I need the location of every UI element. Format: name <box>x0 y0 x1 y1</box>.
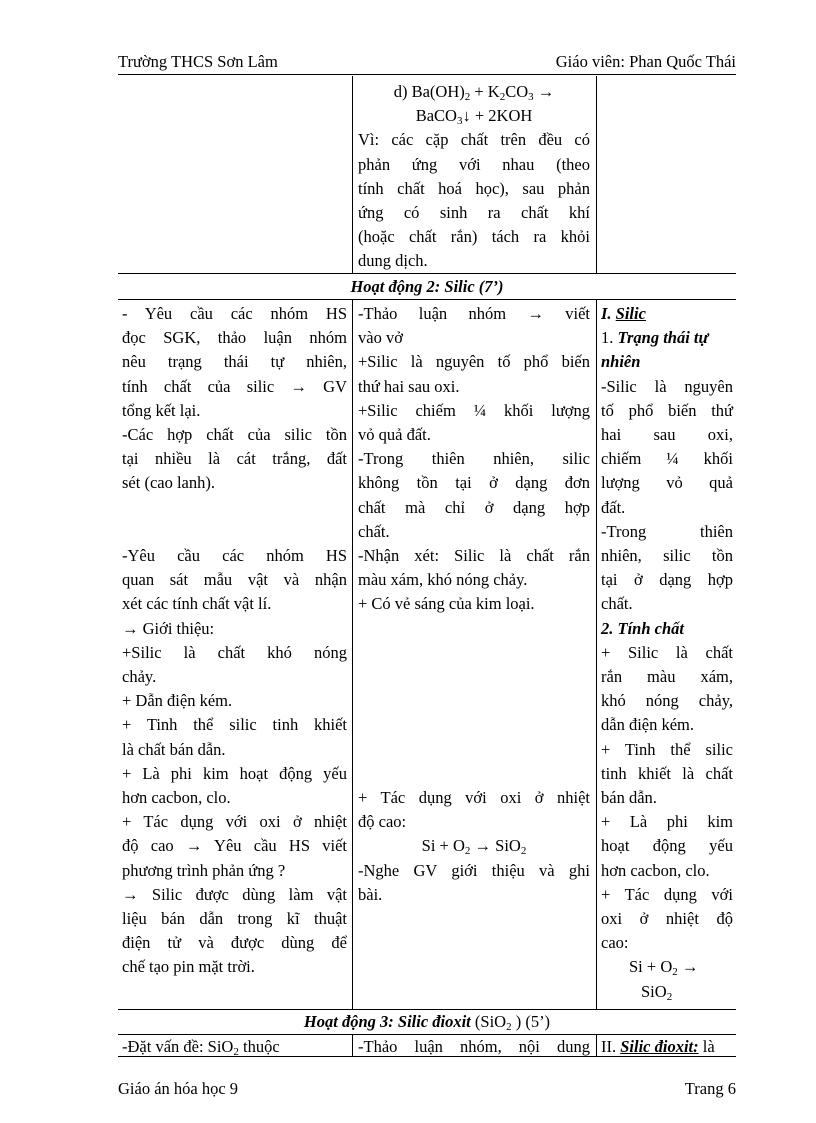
text-line: không tồn tại ở dạng đơn <box>358 473 590 493</box>
text-line: +Silic là chất khó nóng <box>122 642 347 662</box>
student-column-lower <box>358 786 590 907</box>
text-line: rắn màu xám, <box>601 667 733 687</box>
section-title: Hoạt động 2: Silic (7’) <box>350 277 504 296</box>
text-line: nêu trạng thái tự nhiên, <box>122 352 347 372</box>
text-line: chất. <box>358 521 390 541</box>
text-line: bán dẫn. <box>601 788 657 808</box>
text-line: khó nóng chảy, <box>601 691 733 711</box>
text-line: chất. <box>601 594 633 614</box>
text-line: hơn cacbon, clo. <box>601 860 710 880</box>
heading-silic-dioxide: II. Silic đioxit: là <box>601 1037 715 1056</box>
text-line: hoạt động yếu <box>601 836 733 856</box>
text-line: quan sát mẫu vật và nhận <box>122 570 347 590</box>
equation-si-o2: $Si + O_2 \to SiO_2$ <box>421 836 527 858</box>
text-line: tính chất hoá học), sau phản <box>358 178 590 198</box>
text-line: -Yêu cầu các nhóm HS <box>122 546 347 566</box>
table-divider <box>596 76 597 273</box>
heading-natural-state: 1. Trạng thái tự <box>601 328 709 348</box>
text-line: tinh khiết là chất <box>601 763 733 783</box>
text-line: + Là phi kim <box>601 812 733 832</box>
text-line: liệu bán dẫn trong kĩ thuật <box>122 909 347 929</box>
spacer <box>122 496 347 520</box>
text-line: + Là phi kim hoạt động yếu <box>122 763 347 783</box>
text-line: độ cao → Yêu cầu HS viết <box>122 836 347 856</box>
subject-name: Giáo án hóa học 9 <box>118 1079 239 1098</box>
text-line: chiếm ¼ khối <box>601 449 733 469</box>
text-line: +Silic chiếm ¼ khối lượng <box>358 400 590 420</box>
heading-silic: I. Silic <box>601 304 646 323</box>
top-answer-block <box>358 80 590 274</box>
text-line: + Dẫn điện kém. <box>122 691 233 711</box>
text-line: vỏ quả đất. <box>358 425 431 445</box>
text-line: + Tác dụng với oxi ở nhiệt <box>122 812 347 832</box>
text-line: thứ hai sau oxi. <box>358 376 460 396</box>
text-line: điện tử và được dùng để <box>122 933 347 953</box>
text-line: bài. <box>358 884 383 904</box>
page-number: Trang 6 <box>684 1079 736 1098</box>
text-line: + Silic là chất <box>601 642 733 662</box>
text-line: hai sau oxi, <box>601 425 733 445</box>
equation-d: d) $Ba(OH)_2 + K_2CO_3$ → <box>393 82 555 103</box>
text-line: đất. <box>601 497 626 517</box>
text-line: + Tác dụng với oxi ở nhiệt <box>358 788 590 807</box>
section-title-3: Hoạt động 3: Silic đioxit (SiO$_2$ ) (5’) <box>303 1012 551 1033</box>
text-line: nhiên, silic tồn <box>601 546 733 566</box>
text-line: -Trong thiên <box>601 521 733 541</box>
text-line: chất mà chỉ ở dạng hợp <box>358 497 590 517</box>
table-rule <box>118 299 736 300</box>
text-line: độ cao: <box>358 812 407 832</box>
board-column <box>601 302 733 1004</box>
text-line: cao: <box>601 933 629 953</box>
text-line: là chất bán dẫn. <box>122 739 226 759</box>
spacer <box>122 520 347 544</box>
equation-si-o2-board: $Si + O_2$ → <box>629 957 699 979</box>
text-line: -Nghe GV giới thiệu và ghi <box>358 860 590 880</box>
text-line: + Tác dụng với <box>601 884 733 904</box>
page-footer <box>118 1056 736 1098</box>
text-line: tại ở dạng hợp <box>601 570 733 590</box>
text-line: chảy. <box>122 667 157 687</box>
text-line: -Các hợp chất của silic tồn <box>122 425 347 445</box>
school-name: Trường THCS Sơn Lâm <box>118 52 278 71</box>
text-line: → Giới thiệu: <box>122 618 215 638</box>
student-column <box>358 302 590 617</box>
text-line: -Nhận xét: Silic là chất rắn <box>358 546 590 566</box>
text-line: -Thảo luận nhóm, nội dung <box>358 1037 590 1056</box>
teacher-column <box>122 302 347 980</box>
text-line: -Trong thiên nhiên, silic <box>358 449 590 469</box>
page-header <box>118 52 736 75</box>
teacher-name: Giáo viên: Phan Quốc Thái <box>555 52 736 71</box>
text-line: - Yêu cầu các nhóm HS <box>122 304 347 323</box>
heading-properties: 2. Tính chất <box>601 618 684 638</box>
footer-rule <box>118 1056 736 1057</box>
table-divider <box>352 1034 353 1056</box>
equation-d-product: BaCO$_3$↓ + 2KOH <box>415 106 533 128</box>
text-line: -Thảo luận nhóm → viết <box>358 304 590 323</box>
text-line: + Tinh thể silic <box>601 739 733 759</box>
text-line: tính chất của silic → GV <box>122 376 347 396</box>
text-line: → Silic được dùng làm vật <box>122 884 347 904</box>
text-line: -Đặt vấn đề: SiO$_2$ thuộc <box>122 1037 280 1058</box>
text-line: tố phổ biến thứ <box>601 400 733 420</box>
text-line: lượng vỏ quả <box>601 473 733 493</box>
text-line: ứng có sinh ra chất khí <box>358 203 590 223</box>
text-line: dung dịch. <box>358 251 428 271</box>
text-line: phương trình phản ứng ? <box>122 860 286 880</box>
text-line: xét các tính chất vật lí. <box>122 594 272 614</box>
text-line: chế tạo pin mặt trời. <box>122 957 255 977</box>
table-divider <box>352 299 353 1009</box>
text-line: sét (cao lanh). <box>122 473 215 493</box>
table-divider <box>596 1034 597 1056</box>
text-line: Vì: các cặp chất trên đều có <box>358 130 590 150</box>
heading-natural-state-cont: nhiên <box>601 352 641 372</box>
text-line: + Tinh thể silic tinh khiết <box>122 715 347 735</box>
text-line: vào vở <box>358 328 403 348</box>
text-line: đọc SGK, thảo luận nhóm <box>122 328 347 348</box>
table-divider <box>596 299 597 1009</box>
table-divider <box>352 76 353 273</box>
equation-si-o2-product: SiO$_2$ <box>641 981 673 1003</box>
text-line: + Có vẻ sáng của kim loại. <box>358 594 535 614</box>
text-line: hơn cacbon, clo. <box>122 788 231 808</box>
text-line: tại nhiều là cát trắng, đất <box>122 449 347 469</box>
text-line: màu xám, khó nóng chảy. <box>358 570 528 590</box>
text-line: -Silic là nguyên <box>601 376 733 396</box>
text-line: oxi ở nhiệt độ <box>601 909 733 929</box>
text-line: (hoặc chất rắn) tách ra khỏi <box>358 227 590 247</box>
text-line: +Silic là nguyên tố phổ biến <box>358 352 590 372</box>
text-line: tổng kết lại. <box>122 400 201 420</box>
text-line: dẫn điện kém. <box>601 715 695 735</box>
text-line: phản ứng với nhau (theo <box>358 154 590 174</box>
